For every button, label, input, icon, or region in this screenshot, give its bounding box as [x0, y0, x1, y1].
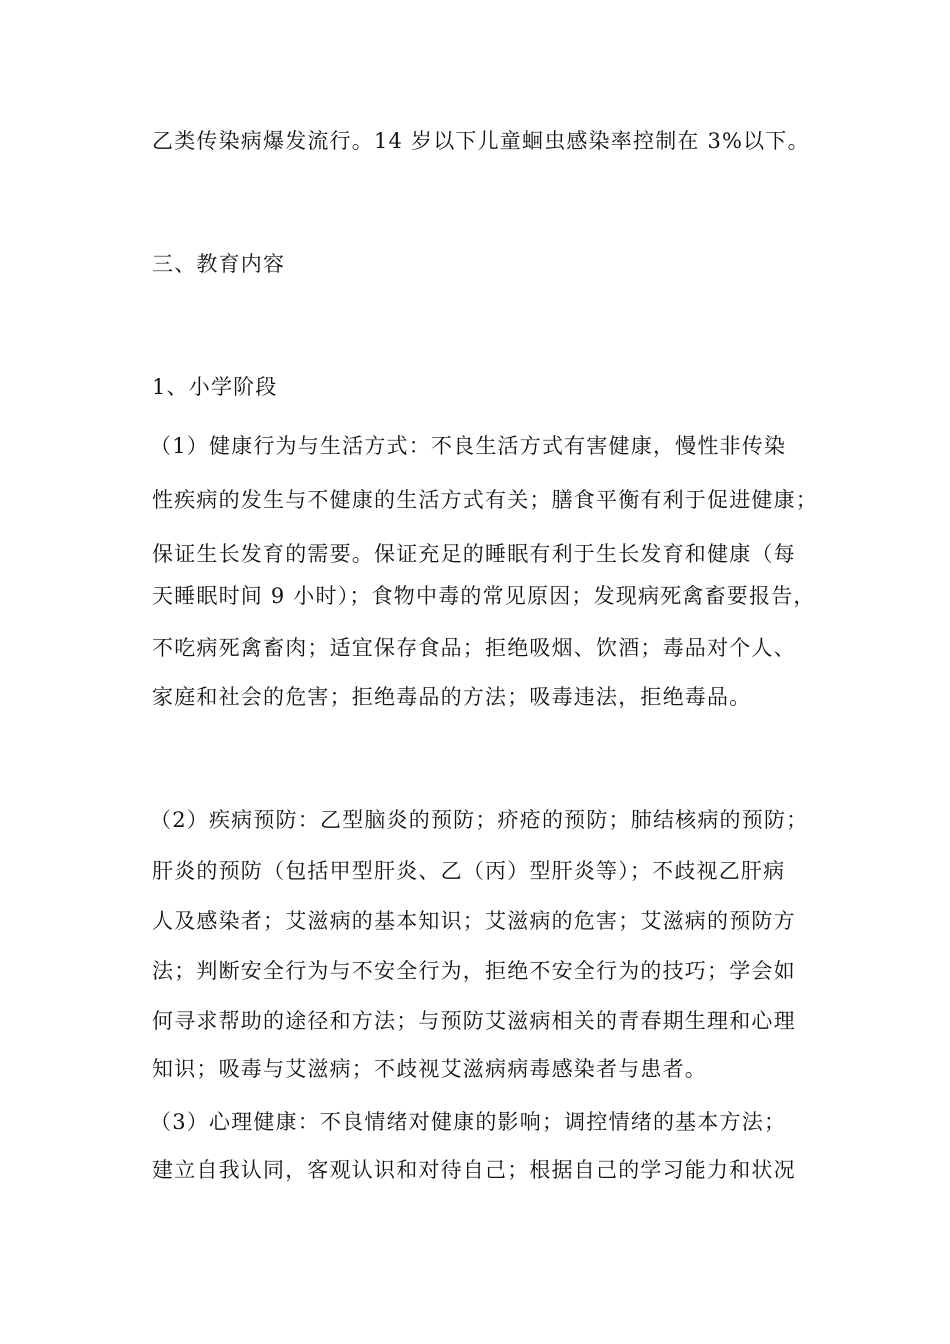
- paragraph-line: （2）疾病预防：乙型脑炎的预防；疥疮的预防；肺结核病的预防；: [150, 808, 809, 832]
- paragraph-line: 性疾病的发生与不健康的生活方式有关；膳食平衡有利于促进健康；: [152, 488, 818, 512]
- paragraph-line: 肝炎的预防（包括甲型肝炎、乙（丙）型肝炎等）；不歧视乙肝病: [152, 859, 786, 883]
- paragraph-line: （3）心理健康：不良情绪对健康的影响；调控情绪的基本方法；: [150, 1110, 787, 1134]
- intro-line: 乙类传染病爆发流行。14 岁以下儿童蛔虫感染率控制在 3%以下。: [152, 129, 810, 153]
- paragraph-line: 保证生长发育的需要。保证充足的睡眠有利于生长发育和健康（每: [152, 542, 796, 566]
- paragraph-line: 人及感染者；艾滋病的基本知识；艾滋病的危害；艾滋病的预防方: [152, 909, 796, 933]
- paragraph-line: 法；判断安全行为与不安全行为，拒绝不安全行为的技巧；学会如: [152, 959, 796, 983]
- paragraph-line: （1）健康行为与生活方式：不良生活方式有害健康，慢性非传染: [150, 434, 787, 458]
- paragraph-line: 不吃病死禽畜肉；适宜保存食品；拒绝吸烟、饮酒；毒品对个人、: [152, 636, 796, 660]
- paragraph-line: 家庭和社会的危害；拒绝毒品的方法；吸毒违法，拒绝毒品。: [152, 685, 752, 709]
- paragraph-line: 建立自我认同，客观认识和对待自己；根据自己的学习能力和状况: [152, 1158, 796, 1182]
- paragraph-line: 天睡眠时间 9 小时）；食物中毒的常见原因；发现病死禽畜要报告，: [152, 584, 816, 608]
- subsection-heading: 1、小学阶段: [152, 375, 278, 399]
- paragraph-line: 何寻求帮助的途径和方法；与预防艾滋病相关的青春期生理和心理: [152, 1009, 796, 1033]
- section-heading: 三、教育内容: [152, 252, 286, 276]
- paragraph-line: 知识；吸毒与艾滋病；不歧视艾滋病病毒感染者与患者。: [152, 1057, 707, 1081]
